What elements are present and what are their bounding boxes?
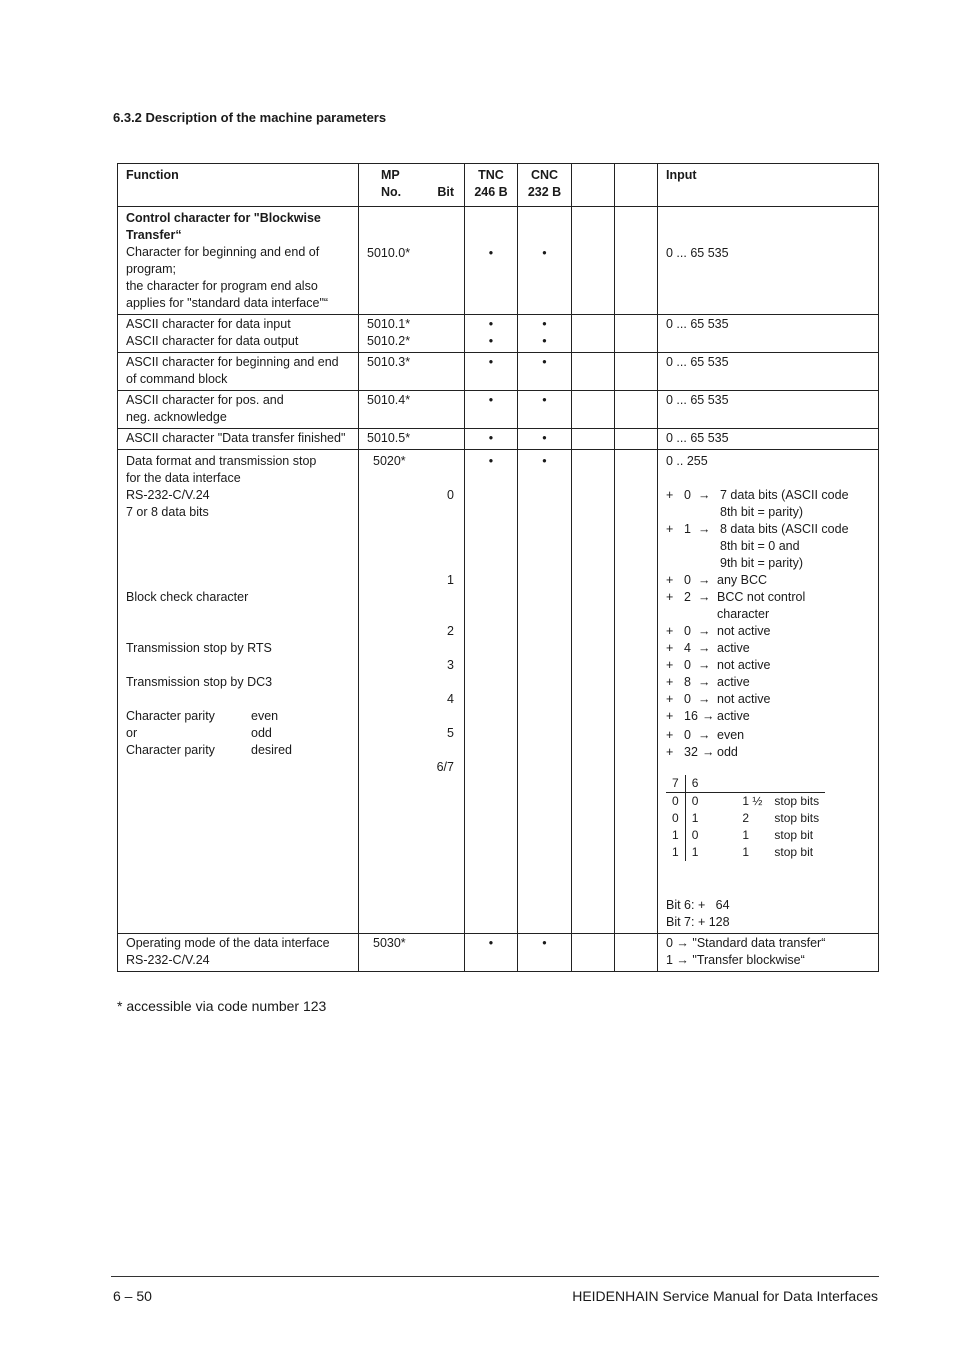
stop-bits-table xyxy=(666,775,825,861)
mp-number: 5020* xyxy=(373,454,406,468)
tnc-dot: • xyxy=(488,936,494,950)
stop-bit6: 1 xyxy=(685,810,704,827)
mp-number: 5030* xyxy=(373,936,406,950)
header-cnc-line2: 232 B xyxy=(527,185,562,199)
input-option-cont: 8th bit = parity) xyxy=(720,505,804,519)
function-line: ASCII character for pos. and xyxy=(126,393,284,407)
blank-cell xyxy=(615,207,658,315)
stop-text: stop bit xyxy=(774,828,814,842)
function-line: ASCII character for data output xyxy=(126,334,299,348)
table-row xyxy=(118,353,879,391)
input-option-cont: character xyxy=(717,607,770,621)
tnc-dot: • xyxy=(488,355,494,369)
input-range: 0 .. 255 xyxy=(666,454,708,468)
blank-cell xyxy=(572,450,615,934)
header-mp xyxy=(359,164,465,207)
function-line: Transmission stop by DC3 xyxy=(126,675,273,689)
header-cnc xyxy=(518,164,572,207)
header-tnc xyxy=(465,164,518,207)
bit-number: 2 xyxy=(447,624,454,638)
mp-number: 5010.4* xyxy=(367,393,411,407)
mp-cell xyxy=(359,207,465,315)
blank-cell xyxy=(572,353,615,391)
parity-value: odd xyxy=(251,726,272,740)
function-line: program; xyxy=(126,262,177,276)
function-line: Transmission stop by RTS xyxy=(126,641,272,655)
header-tnc-line1: TNC xyxy=(478,168,504,182)
stop-count: 1 xyxy=(742,845,750,859)
machine-parameters-table xyxy=(117,163,879,972)
input-option: + 0 → 7 data bits (ASCII code xyxy=(666,488,849,502)
tnc-dot: • xyxy=(488,334,494,348)
blank-cell xyxy=(615,934,658,972)
bit-number: 4 xyxy=(447,692,454,706)
input-cell xyxy=(658,391,879,429)
footer-title: HEIDENHAIN Service Manual for Data Interfaces xyxy=(572,1288,878,1304)
input-option: + 4 → active xyxy=(666,641,750,655)
parity-label: or xyxy=(126,726,138,740)
mp-cell xyxy=(359,315,465,353)
bit-number: 5 xyxy=(447,726,454,740)
input-option: + 2 → BCC not control xyxy=(666,590,806,604)
mp-cell xyxy=(359,450,465,934)
cnc-cell xyxy=(518,353,572,391)
header-bit: Bit xyxy=(437,185,454,199)
stop-count: 2 xyxy=(742,811,750,825)
table-row xyxy=(118,315,879,353)
header-input: Input xyxy=(658,164,879,207)
cnc-dot: • xyxy=(542,246,547,260)
input-option-cont: 9th bit = parity) xyxy=(720,556,804,570)
input-option: + 0 → even xyxy=(666,728,745,742)
cnc-cell xyxy=(518,934,572,972)
bit-number: 6/7 xyxy=(436,760,454,774)
stop-bit7: 1 xyxy=(672,828,679,842)
function-line: of command block xyxy=(126,372,228,386)
mp-cell xyxy=(359,391,465,429)
cnc-cell xyxy=(518,391,572,429)
tnc-dot: • xyxy=(488,246,494,260)
mp-cell xyxy=(359,934,465,972)
stop-bit7: 0 xyxy=(672,794,679,808)
mp-number: 5010.0* xyxy=(367,246,411,260)
function-line: neg. acknowledge xyxy=(126,410,227,424)
input-range: 0 ... 65 535 xyxy=(666,355,729,369)
input-cell xyxy=(658,450,879,934)
cnc-cell xyxy=(518,450,572,934)
table-header-row xyxy=(118,164,879,207)
input-cell xyxy=(658,934,879,972)
table-row xyxy=(118,450,879,934)
tnc-cell xyxy=(465,353,518,391)
bit-number: 1 xyxy=(447,573,454,587)
input-range: 0 ... 65 535 xyxy=(666,431,729,445)
mp-number: 5010.5* xyxy=(367,431,411,445)
function-line: the character for program end also xyxy=(126,279,318,293)
parity-value: desired xyxy=(251,743,292,757)
tnc-dot: • xyxy=(488,431,494,445)
tnc-cell xyxy=(465,207,518,315)
stop-text: stop bits xyxy=(774,811,820,825)
function-line: applies for "standard data interface"“ xyxy=(126,296,329,310)
function-cell xyxy=(118,315,359,353)
input-cell xyxy=(658,353,879,391)
function-line: ASCII character for data input xyxy=(126,317,291,331)
function-cell xyxy=(118,207,359,315)
input-option: + 0 → not active xyxy=(666,692,771,706)
table-row xyxy=(118,391,879,429)
cnc-cell xyxy=(518,429,572,450)
cnc-dot: • xyxy=(542,317,547,331)
header-function: Function xyxy=(118,164,359,207)
function-line xyxy=(126,725,350,742)
function-title: Control character for "Blockwise xyxy=(126,211,321,225)
function-line: Character for beginning and end of xyxy=(126,245,320,259)
bit7-value: Bit 7: + 128 xyxy=(666,915,730,929)
function-cell xyxy=(118,450,359,934)
blank-cell xyxy=(615,429,658,450)
function-line: for the data interface xyxy=(126,471,241,485)
stop-text: stop bit xyxy=(774,845,814,859)
stop-bit7: 0 xyxy=(672,811,679,825)
function-cell xyxy=(118,429,359,450)
function-line: RS-232-C/V.24 xyxy=(126,488,210,502)
table-row xyxy=(118,207,879,315)
function-line xyxy=(126,742,350,759)
function-line: Data format and transmission stop xyxy=(126,454,317,468)
tnc-cell xyxy=(465,934,518,972)
tnc-cell xyxy=(465,450,518,934)
page-number: 6 – 50 xyxy=(113,1288,152,1304)
function-line: ASCII character for beginning and end xyxy=(126,355,339,369)
parity-label: Character parity xyxy=(126,709,215,723)
blank-cell xyxy=(615,391,658,429)
footer-rule xyxy=(111,1276,879,1277)
footnote: * accessible via code number 123 xyxy=(117,998,327,1014)
mp-number: 5010.3* xyxy=(367,355,411,369)
function-line: 7 or 8 data bits xyxy=(126,505,209,519)
mp-number: 5010.1* xyxy=(367,317,411,331)
function-title: Transfer“ xyxy=(126,228,182,242)
tnc-dot: • xyxy=(488,317,494,331)
tnc-cell xyxy=(465,429,518,450)
header-mp-line2: No. xyxy=(381,185,402,199)
tnc-dot: • xyxy=(488,454,494,468)
table-row xyxy=(118,429,879,450)
function-cell xyxy=(118,934,359,972)
function-line: Block check character xyxy=(126,590,249,604)
tnc-cell xyxy=(465,315,518,353)
blank-cell xyxy=(572,207,615,315)
stop-bit6: 0 xyxy=(685,827,704,844)
blank-cell xyxy=(615,315,658,353)
stop-text: stop bits xyxy=(774,794,820,808)
cnc-dot: • xyxy=(542,431,547,445)
function-cell xyxy=(118,353,359,391)
input-option: + 0 → any BCC xyxy=(666,573,768,587)
stop-head-bit7: 7 xyxy=(666,775,685,793)
header-tnc-line2: 246 B xyxy=(474,185,508,199)
header-cnc-line1: CNC xyxy=(530,168,559,182)
header-blank-2 xyxy=(615,164,658,207)
bit-number: 0 xyxy=(447,488,454,502)
stop-bit7: 1 xyxy=(672,845,679,859)
input-option: + 0 → not active xyxy=(666,658,771,672)
cnc-cell xyxy=(518,207,572,315)
cnc-dot: • xyxy=(542,355,547,369)
input-option: + 16 → active xyxy=(666,709,750,723)
function-line: Operating mode of the data interface xyxy=(126,936,330,950)
input-option: 0 → "Standard data transfer“ xyxy=(666,936,826,950)
function-cell xyxy=(118,391,359,429)
input-cell xyxy=(658,315,879,353)
input-option: + 32 → odd xyxy=(666,745,738,759)
stop-bit6: 1 xyxy=(685,844,704,861)
blank-cell xyxy=(615,353,658,391)
stop-count: 1 ½ xyxy=(742,794,763,808)
parity-value: even xyxy=(251,709,279,723)
input-option: + 1 → 8 data bits (ASCII code xyxy=(666,522,849,536)
input-option: + 0 → not active xyxy=(666,624,771,638)
blank-cell xyxy=(572,391,615,429)
blank-cell xyxy=(615,450,658,934)
mp-cell xyxy=(359,429,465,450)
input-cell xyxy=(658,207,879,315)
blank-cell xyxy=(572,429,615,450)
section-heading: 6.3.2 Description of the machine parameters xyxy=(113,110,387,125)
cnc-dot: • xyxy=(542,454,547,468)
input-range: 0 ... 65 535 xyxy=(666,317,729,331)
mp-number: 5010.2* xyxy=(367,334,411,348)
mp-cell xyxy=(359,353,465,391)
input-cell xyxy=(658,429,879,450)
function-line: RS-232-C/V.24 xyxy=(126,953,210,967)
bit-number: 3 xyxy=(447,658,454,672)
stop-bit6: 0 xyxy=(685,793,704,811)
parity-label: Character parity xyxy=(126,743,215,757)
bit6-value: Bit 6: + 64 xyxy=(666,898,730,912)
function-line: ASCII character "Data transfer finished" xyxy=(126,431,346,445)
cnc-dot: • xyxy=(542,936,547,950)
input-option: 1 → "Transfer blockwise“ xyxy=(666,953,805,967)
stop-count: 1 xyxy=(742,828,750,842)
cnc-dot: • xyxy=(542,334,547,348)
blank-cell xyxy=(572,315,615,353)
blank-cell xyxy=(572,934,615,972)
header-mp-line1: MP xyxy=(381,168,400,182)
input-option-cont: 8th bit = 0 and xyxy=(720,539,800,553)
tnc-cell xyxy=(465,391,518,429)
cnc-cell xyxy=(518,315,572,353)
table-row xyxy=(118,934,879,972)
input-option: + 8 → active xyxy=(666,675,750,689)
header-blank-1 xyxy=(572,164,615,207)
input-range: 0 ... 65 535 xyxy=(666,246,729,260)
cnc-dot: • xyxy=(542,393,547,407)
input-range: 0 ... 65 535 xyxy=(666,393,729,407)
tnc-dot: • xyxy=(488,393,494,407)
stop-head-bit6: 6 xyxy=(685,775,704,793)
function-line xyxy=(126,708,350,725)
